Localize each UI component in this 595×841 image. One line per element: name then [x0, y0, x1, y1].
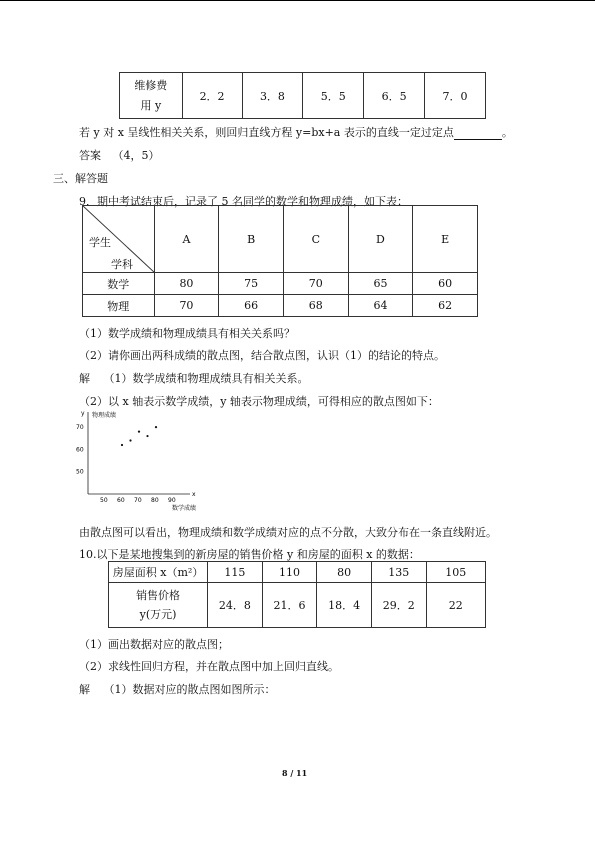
section-heading: 三、解答题 — [53, 172, 108, 185]
x-tick-label: 90 — [168, 497, 176, 504]
q8-answer — [79, 147, 160, 163]
y-tick-label: 70 — [76, 424, 84, 432]
q8-row-label-line2: 用 y — [140, 98, 162, 112]
q9-header-bottom: 学科 — [111, 258, 133, 271]
q9-stem: 9．期中考试结束后，记录了 5 名同学的数学和物理成绩，如下表： — [79, 195, 408, 208]
q9-cell: 80 — [154, 273, 219, 295]
q9-row-label: 数学 — [83, 273, 155, 295]
scatter-point — [155, 426, 157, 428]
q9-header-top: 学生 — [89, 236, 111, 249]
q9-sol1-text: （1）数学成绩和物理成绩具有相关关系。 — [103, 372, 309, 385]
q10-sol-label: 解 — [79, 683, 90, 696]
q9-cell: 68 — [283, 295, 348, 317]
answer-blank — [454, 129, 502, 140]
q9-solution-1 — [79, 370, 309, 386]
q9-table — [82, 205, 478, 317]
q9-cell: 60 — [413, 273, 478, 295]
q8-value-cell: 5．5 — [303, 73, 364, 119]
q10-table — [108, 561, 486, 628]
y-axis-letter: y — [81, 410, 85, 417]
q10-sol1-text: （1）数据对应的散点图如图所示： — [103, 683, 276, 696]
scatter-chart — [72, 408, 200, 512]
q8-value-cell: 6．5 — [364, 73, 425, 119]
q9-cell: 65 — [348, 273, 413, 295]
q8-question-text: 若 y 对 x 呈线性相关关系，则回归直线方程 y=bx+a 表示的直线一定过定点 — [79, 126, 454, 139]
y-tick-label: 50 — [76, 468, 84, 476]
x-axis-label: 数学成绩 — [172, 505, 197, 512]
x-tick-label: 80 — [151, 497, 159, 504]
scatter-point — [129, 439, 131, 441]
q9-header-diagonal-cell — [83, 206, 155, 273]
q10-price-label-line2: y(万元) — [139, 608, 177, 621]
q10-area-cell: 135 — [371, 562, 426, 583]
q9-student-header: E — [413, 206, 478, 273]
q9-student-header: A — [154, 206, 219, 273]
q9-student-header: B — [219, 206, 284, 273]
q9-student-header: C — [283, 206, 348, 273]
page-number: 8 / 11 — [282, 768, 308, 778]
q9-sub2: （2）请你画出两科成绩的散点图，结合散点图，认识（1）的结论的特点。 — [79, 349, 445, 362]
q10-sub1: （1）画出数据对应的散点图； — [79, 638, 229, 651]
q10-price-cell: 22 — [426, 583, 486, 628]
q10-area-cell: 105 — [426, 562, 486, 583]
x-tick-label: 70 — [134, 497, 142, 504]
q10-solution-1 — [79, 681, 276, 697]
q10-area-cell: 80 — [317, 562, 372, 583]
scatter-point — [121, 444, 123, 446]
q9-cell: 66 — [219, 295, 284, 317]
q10-price-cell: 18．4 — [317, 583, 372, 628]
scatter-point — [146, 435, 148, 437]
q9-row-label: 物理 — [83, 295, 155, 317]
scatter-point — [138, 431, 140, 433]
q10-price-cell: 21．6 — [262, 583, 317, 628]
x-tick-label: 50 — [100, 497, 108, 504]
q9-student-header: D — [348, 206, 413, 273]
q10-price-label — [109, 583, 208, 628]
q9-cell: 64 — [348, 295, 413, 317]
q10-price-cell: 29．2 — [371, 583, 426, 628]
q8-row-label-line1: 维修费 — [134, 78, 168, 92]
q9-sol-label: 解 — [79, 372, 90, 385]
q10-area-cell: 115 — [208, 562, 263, 583]
x-tick-label: 60 — [117, 497, 125, 504]
q8-question-end: 。 — [501, 126, 513, 139]
q10-area-label: 房屋面积 x（m²） — [109, 562, 208, 583]
y-tick-label: 60 — [76, 446, 84, 454]
q9-sub1: （1）数学成绩和物理成绩具有相关关系吗？ — [79, 327, 295, 340]
q9-cell: 62 — [413, 295, 478, 317]
q10-sub2: （2）求线性回归方程，并在散点图中加上回归直线。 — [79, 660, 339, 673]
q8-answer-label: 答案 — [79, 149, 101, 162]
q9-conclusion: 由散点图可以看出，物理成绩和数学成绩对应的点不分散，大致分布在一条直线附近。 — [79, 526, 497, 539]
q10-stem: 10.以下是某地搜集到的新房屋的销售价格 y 和房屋的面积 x 的数据： — [79, 548, 420, 561]
top-rule — [0, 0, 595, 1]
q8-question — [79, 124, 513, 140]
q10-area-cell: 110 — [262, 562, 317, 583]
q9-cell: 75 — [219, 273, 284, 295]
q10-price-label-line1: 销售价格 — [136, 589, 181, 602]
x-axis-letter: x — [192, 491, 196, 498]
q9-solution-2: （2）以 x 轴表示数学成绩，y 轴表示物理成绩，可得相应的散点图如下： — [79, 395, 439, 408]
q8-table — [119, 72, 486, 119]
y-axis-label: 物理成绩 — [92, 412, 117, 419]
q9-cell: 70 — [154, 295, 219, 317]
q8-value-cell: 3．8 — [242, 73, 303, 119]
q8-value-cell: 7．0 — [425, 73, 486, 119]
q8-value-cell: 2．2 — [182, 73, 242, 119]
q10-price-cell: 24．8 — [208, 583, 263, 628]
q8-answer-value: （4，5） — [112, 149, 160, 162]
q8-row-label-cell — [120, 73, 183, 119]
q9-cell: 70 — [283, 273, 348, 295]
